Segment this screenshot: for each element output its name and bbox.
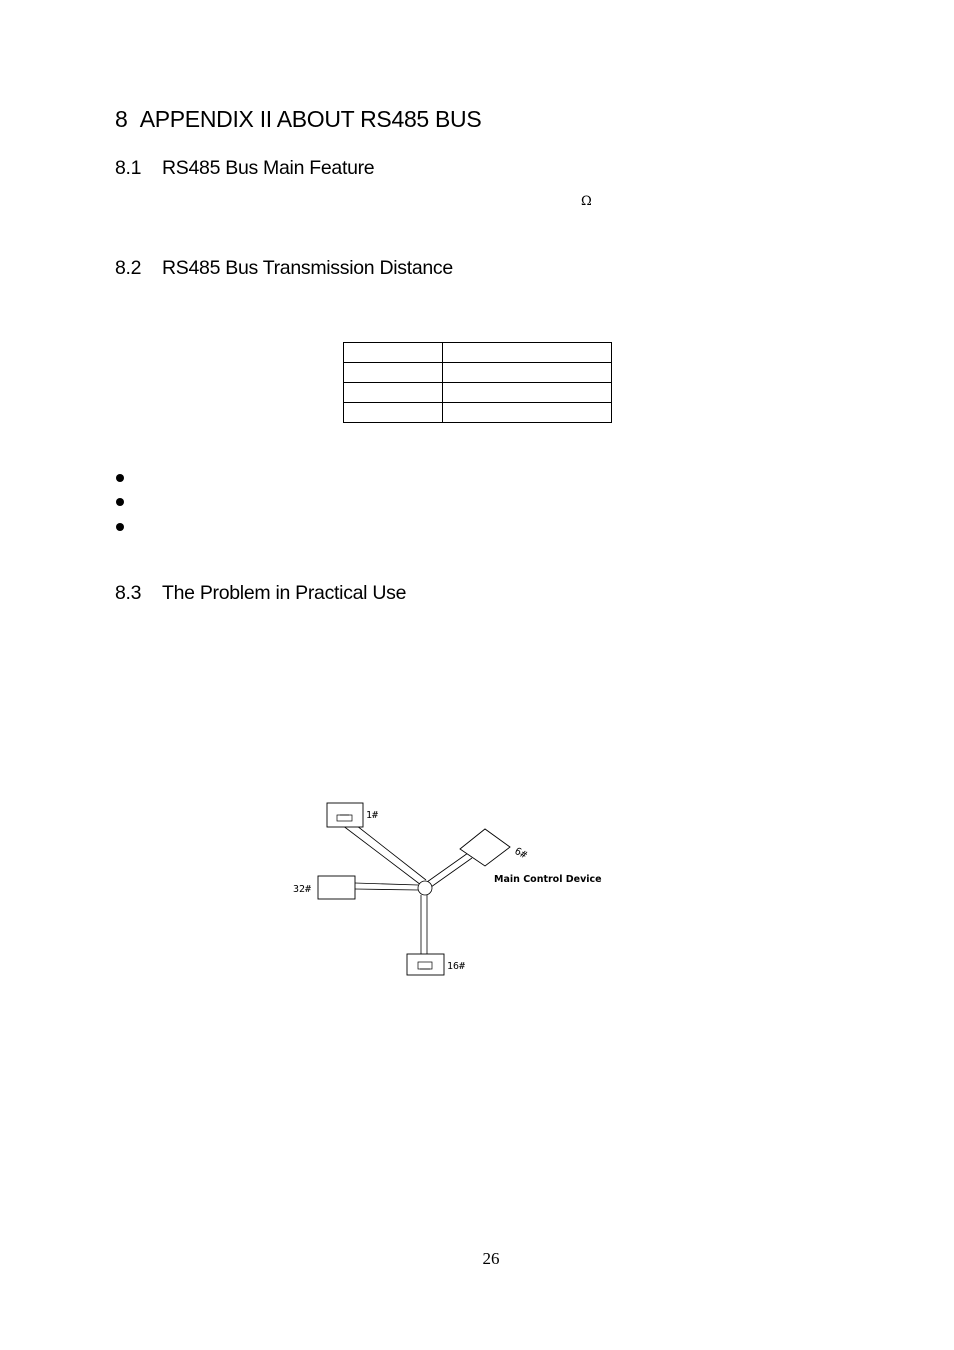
section-number: 8.1 (115, 157, 142, 179)
connector-icon (418, 962, 432, 969)
node-32-label: 32# (293, 884, 312, 895)
table-row (344, 383, 612, 403)
bus-hub (418, 881, 432, 895)
bus-cables (338, 815, 472, 955)
rs485-bus-diagram (285, 795, 615, 985)
page-number: 26 (482, 1249, 500, 1268)
table-cell (344, 403, 443, 423)
main-control-device-label: Main Control Device (494, 874, 602, 885)
device-node-6 (460, 829, 510, 866)
connector-icon (337, 815, 352, 821)
table-cell (344, 383, 443, 403)
section-heading-8-1 (115, 159, 374, 179)
node-6-label: 6# (512, 845, 529, 862)
cable-line (355, 889, 418, 890)
device-node-16 (407, 954, 444, 975)
table-cell (344, 363, 443, 383)
cable-line (338, 822, 421, 885)
transmission-distance-table (343, 342, 612, 423)
table-cell (443, 343, 612, 363)
table-cell (443, 383, 612, 403)
section-title: The Problem in Practical Use (162, 582, 407, 604)
omega-symbol: Ω (581, 194, 592, 209)
device-box (460, 829, 510, 866)
section-number: 8.3 (115, 582, 142, 604)
section-heading-8-3 (115, 584, 406, 604)
table-row (344, 343, 612, 363)
section-title: RS485 Bus Transmission Distance (162, 257, 453, 279)
section-number: 8.2 (115, 257, 142, 279)
device-box (318, 876, 355, 899)
cable-line (355, 883, 418, 885)
cable-line (431, 858, 472, 887)
device-node-32 (318, 876, 355, 899)
cable-line (427, 853, 468, 882)
bullet-point (116, 474, 124, 482)
bullet-point (116, 498, 124, 506)
node-1-label: 1# (366, 810, 379, 821)
table-cell (443, 403, 612, 423)
table-cell (344, 343, 443, 363)
table-cell (443, 363, 612, 383)
device-node-1 (327, 803, 363, 827)
section-heading-8-2 (115, 259, 453, 279)
chapter-heading (115, 108, 481, 131)
node-16-label: 16# (447, 961, 466, 972)
bullet-point (116, 523, 124, 531)
table-row (344, 363, 612, 383)
chapter-title: APPENDIX II ABOUT RS485 BUS (139, 106, 482, 132)
table-row (344, 403, 612, 423)
chapter-number: 8 (115, 106, 128, 132)
section-title: RS485 Bus Main Feature (162, 157, 375, 179)
